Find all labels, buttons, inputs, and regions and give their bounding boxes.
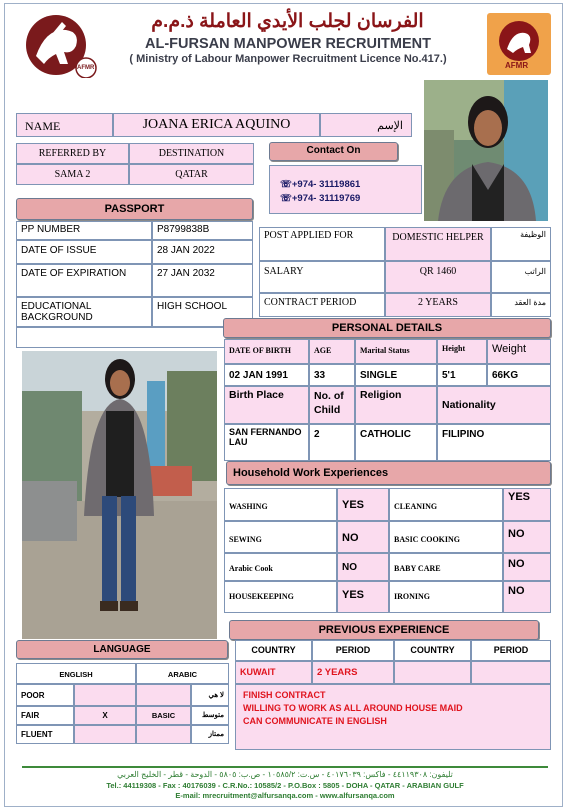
footer-divider — [22, 766, 548, 768]
prev-period-2 — [471, 661, 551, 684]
applicant-full-body-photo — [22, 351, 217, 639]
contact-phone-2[interactable]: ☏+974- 31119769 — [280, 193, 361, 204]
company-logo-right — [487, 13, 551, 75]
salary-label: SALARY — [259, 261, 385, 293]
passport-header: PASSPORT — [16, 198, 253, 220]
lang-fair-arabic: BASIC — [136, 706, 191, 725]
salary-value: QR 1460 — [385, 261, 491, 293]
religion-value: CATHOLIC — [355, 424, 437, 461]
pp-number-label: PP NUMBER — [16, 221, 152, 240]
arabic-cook-value: NO — [337, 553, 389, 581]
cleaning-label: CLEANING — [389, 488, 503, 521]
destination-label: DESTINATION — [129, 143, 254, 164]
passport-spacer-row — [16, 327, 253, 348]
contact-phone-1[interactable]: ☏+974- 31119861 — [280, 179, 361, 190]
education-label: EDUCATIONAL BACKGROUND — [16, 297, 152, 327]
contact-header: Contact On — [269, 142, 398, 161]
height-header: Height — [437, 339, 487, 364]
basic-cooking-value: NO — [503, 521, 551, 553]
baby-care-value: NO — [503, 553, 551, 581]
birthplace-value: SAN FERNANDO LAU — [224, 424, 309, 461]
lang-english-header: ENGLISH — [16, 663, 136, 684]
licence-text: ( Ministry of Labour Manpower Recruitment Licence No.417.) — [129, 53, 447, 65]
issue-date-value: 28 JAN 2022 — [152, 240, 253, 264]
company-arabic-title: الفرسان لجلب الأيدي العاملة ذ.م.م — [151, 11, 424, 32]
weight-header: Weight — [487, 339, 551, 364]
issue-date-label: DATE OF ISSUE — [16, 240, 152, 264]
post-value: DOMESTIC HELPER — [385, 227, 491, 261]
prev-period-header-2: PERIOD — [471, 640, 551, 661]
ironing-label: IRONING — [389, 581, 503, 613]
referred-by-label: REFERRED BY — [16, 143, 129, 164]
lang-fair-english: X — [74, 706, 136, 725]
remark-line-1: FINISH CONTRACT — [243, 690, 326, 700]
logo-label-right: AFMR — [505, 61, 529, 70]
religion-header: Religion — [355, 386, 437, 424]
arabic-cook-label: Arabic Cook — [224, 553, 337, 581]
post-label: POST APPLIED FOR — [259, 227, 385, 261]
household-header: Household Work Experiences — [226, 461, 551, 485]
name-label-arabic: الإسم — [320, 113, 412, 137]
nationality-value: FILIPINO — [437, 424, 551, 461]
sewing-label: SEWING — [224, 521, 337, 553]
sewing-value: NO — [337, 521, 389, 553]
marital-value: SINGLE — [355, 364, 437, 386]
lang-fluent-arabic — [136, 725, 191, 744]
ironing-value: NO — [503, 581, 551, 613]
footer-arabic: تليفون: ٤٤١١٩٣٠٨ - فاكس: ٤٠١٧٦٠٣٩ - س.ت: ١٠٥٨٥/٢ - ص.ب: ٥٨٠٥ - الدوحة - قطر - الخليج العربي — [117, 770, 453, 779]
footer-contact-line: Tel.: 44119308 - Fax : 40176039 - C.R.No.: 10585/2 - P.O.Box : 5805 - DOHA - QATAR - ARABIAN GULF — [106, 781, 464, 790]
referred-by-value: SAMA 2 — [16, 164, 129, 185]
lang-fluent-label: FLUENT — [16, 725, 74, 744]
basic-cooking-label: BASIC COOKING — [389, 521, 503, 553]
remark-line-3: CAN COMMUNICATE IN ENGLISH — [243, 716, 387, 726]
height-value: 5'1 — [437, 364, 487, 386]
lang-poor-label: POOR — [16, 684, 74, 706]
housekeeping-value: YES — [337, 581, 389, 613]
housekeeping-label: HOUSEKEEPING — [224, 581, 337, 613]
lang-fair-arabic-label: متوسط — [191, 706, 229, 725]
salary-label-arabic: الراتب — [491, 261, 551, 293]
language-header: LANGUAGE — [16, 640, 228, 659]
remark-line-2: WILLING TO WORK AS ALL AROUND HOUSE MAID — [243, 703, 463, 713]
prev-country-header-1: COUNTRY — [235, 640, 312, 661]
age-value: 33 — [309, 364, 355, 386]
personal-details-header: PERSONAL DETAILS — [223, 318, 551, 338]
age-header: AGE — [309, 339, 355, 364]
prev-country-1: KUWAIT — [235, 661, 312, 684]
lang-poor-arabic-label: لا هي — [191, 684, 229, 706]
children-value: 2 — [309, 424, 355, 461]
logo-label-left: AFMR — [77, 65, 95, 71]
marital-header: Marital Status — [355, 339, 437, 364]
baby-care-label: BABY CARE — [389, 553, 503, 581]
weight-value: 66KG — [487, 364, 551, 386]
applicant-portrait-photo — [424, 80, 548, 221]
prev-period-1: 2 YEARS — [312, 661, 394, 684]
cleaning-value: YES — [503, 488, 551, 521]
footer-email-line[interactable]: E-mail: mrecruitment@alfursanqa.com - www.alfursanqa.com — [175, 791, 395, 800]
children-header: No. of Child — [309, 386, 355, 424]
previous-experience-header: PREVIOUS EXPERIENCE — [229, 620, 539, 640]
company-logo-left — [22, 12, 100, 78]
expiry-date-value: 27 JAN 2032 — [152, 264, 253, 297]
contract-label-arabic: مدة العقد — [491, 293, 551, 317]
washing-label: WASHING — [224, 488, 337, 521]
destination-value: QATAR — [129, 164, 254, 185]
pp-number-value: P8799838B — [152, 221, 253, 240]
applicant-name: JOANA ERICA AQUINO — [113, 113, 320, 137]
expiry-date-label: DATE OF EXPIRATION — [16, 264, 152, 297]
education-value: HIGH SCHOOL — [152, 297, 253, 327]
lang-fair-label: FAIR — [16, 706, 74, 725]
contract-value: 2 YEARS — [385, 293, 491, 317]
washing-value: YES — [337, 488, 389, 521]
company-name: AL-FURSAN MANPOWER RECRUITMENT — [145, 36, 431, 52]
prev-country-2 — [394, 661, 471, 684]
lang-arabic-header: ARABIC — [136, 663, 229, 684]
lang-poor-english — [74, 684, 136, 706]
name-label: NAME — [16, 113, 113, 137]
post-label-arabic: الوظيفة — [491, 227, 551, 261]
dob-value: 02 JAN 1991 — [224, 364, 309, 386]
lang-poor-arabic — [136, 684, 191, 706]
dob-header: DATE OF BIRTH — [224, 339, 309, 364]
nationality-header: Nationality — [437, 386, 551, 424]
lang-fluent-arabic-label: ممتاز — [191, 725, 229, 744]
birthplace-header: Birth Place — [224, 386, 309, 424]
lang-fluent-english — [74, 725, 136, 744]
contract-label: CONTRACT PERIOD — [259, 293, 385, 317]
prev-country-header-2: COUNTRY — [394, 640, 471, 661]
prev-period-header-1: PERIOD — [312, 640, 394, 661]
